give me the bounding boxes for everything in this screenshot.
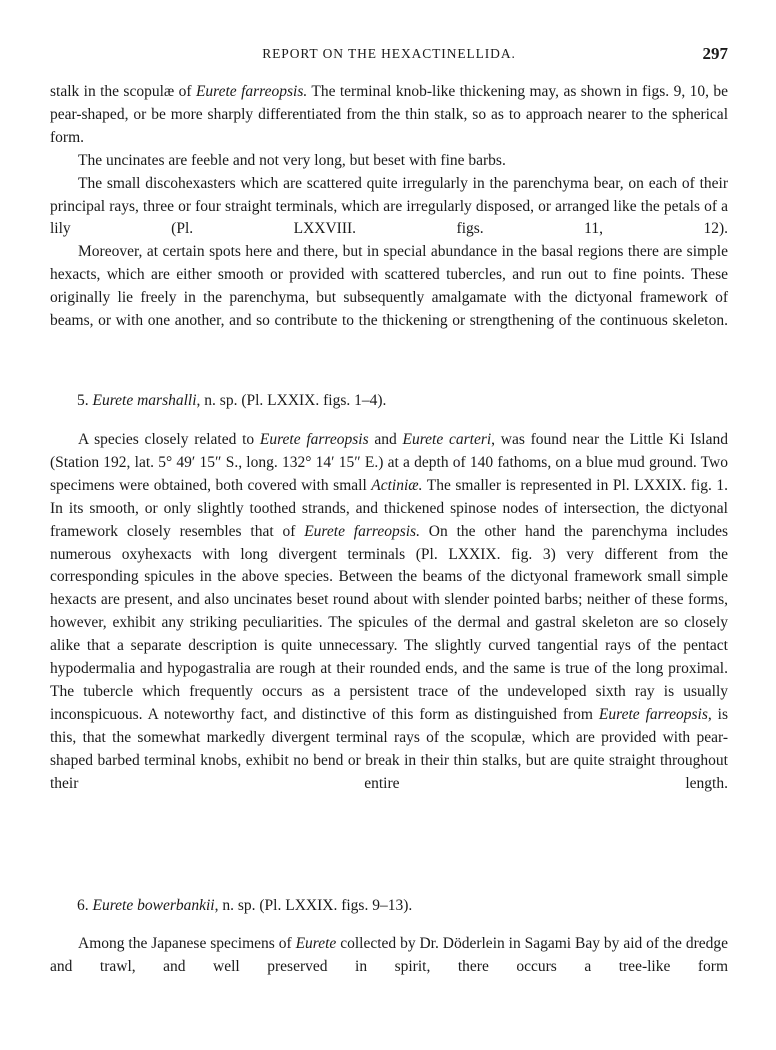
paragraph-eurete-bowerbankii: Among the Japanese specimens of Eurete collected by Dr. Döderlein in Sagami Bay by aid of the dredge and trawl, and well preserved in spirit, there occurs a tree-like form	[50, 935, 729, 975]
paragraph-hexacts: Moreover, at certain spots here and there, but in special abundance in the basal regions there are simple hexacts, which are either smooth or provided with scattered tubercles, and run out to fine points. These originally lie freely in the parenchyma, but subsequently amalgamate with the dictyonal framework of beams, or with one another, and so contribute to the thickening or strengthening of the continuous skeleton.	[50, 243, 728, 330]
running-title: REPORT ON THE HEXACTINELLIDA.	[262, 46, 516, 61]
section-heading-eurete-bowerbankii: 6. Eurete bowerbankii, n. sp. (Pl. LXXIX. figs. 9–13).	[77, 897, 413, 914]
section-heading-eurete-marshalli: 5. Eurete marshalli, n. sp. (Pl. LXXIX. figs. 1–4).	[77, 392, 387, 409]
paragraph-uncinates: The uncinates are feeble and not very long, but beset with fine barbs.	[78, 151, 506, 169]
page-number: 297	[702, 44, 728, 63]
running-head	[50, 44, 728, 66]
paragraph-discohexasters: The small discohexasters which are scattered quite irregularly in the parenchyma bear, on each of their principal rays, three or four straight terminals, which are irregularly disposed, or arranged like the petals of a lily (Pl. LXXVIII. figs. 11, 12).	[50, 174, 728, 238]
paragraph-scopulae: stalk in the scopulæ of Eurete farreopsis. The terminal knob-like thickening may, as shown in figs. 9, 10, be pear-shaped, or be more sharply differentiated from the thin stalk, so as to approach nearer to the spherical form.	[50, 83, 728, 146]
paragraph-eurete-marshalli: A species closely related to Eurete farreopsis and Eurete carteri, was found near the Little Ki Island (Station 192, lat. 5° 49′ 15″ S., long. 132° 14′ 15″ E.) at a depth of 140 fathoms, on a blue mud ground. Two specimens were obtained, both covered with small Actiniæ. The smaller is represented in Pl. LXXIX. fig. 1. In its smooth, or only slightly toothed strands, and thickened spinose nodes of intersection, the dictyonal framework closely resembles that of Eurete farreopsis. On the other hand the parenchyma includes numerous oxyhexacts with long divergent terminals (Pl. LXXIX. fig. 3) very different from the corresponding spicules in the above species. Between the beams of the dictyonal framework small simple hexacts are present, and also uncinates beset round about with slender pointed barbs; neither of these forms, however, exhibit any striking peculiarities. The spicules of the dermal and gastral skeleton are so closely alike that a separate description is quite unnecessary. The slightly curved tangential rays of the pentact hypodermalia and hypogastralia are rough at their rounded ends, and the same is true of the long proximal. The tubercle which frequently occurs as a persistent trace of the undeveloped sixth ray is usually inconspicuous. A noteworthy fact, and distinctive of this form as distinguished from Eurete farreopsis, is this, that the somewhat markedly divergent terminal rays of the scopulæ, which are provided with pear-shaped barbed terminal knobs, exhibit no bend or break in their thin stalks, but are quite straight throughout their entire length.	[50, 431, 729, 792]
paragraph-block-1	[50, 81, 728, 333]
